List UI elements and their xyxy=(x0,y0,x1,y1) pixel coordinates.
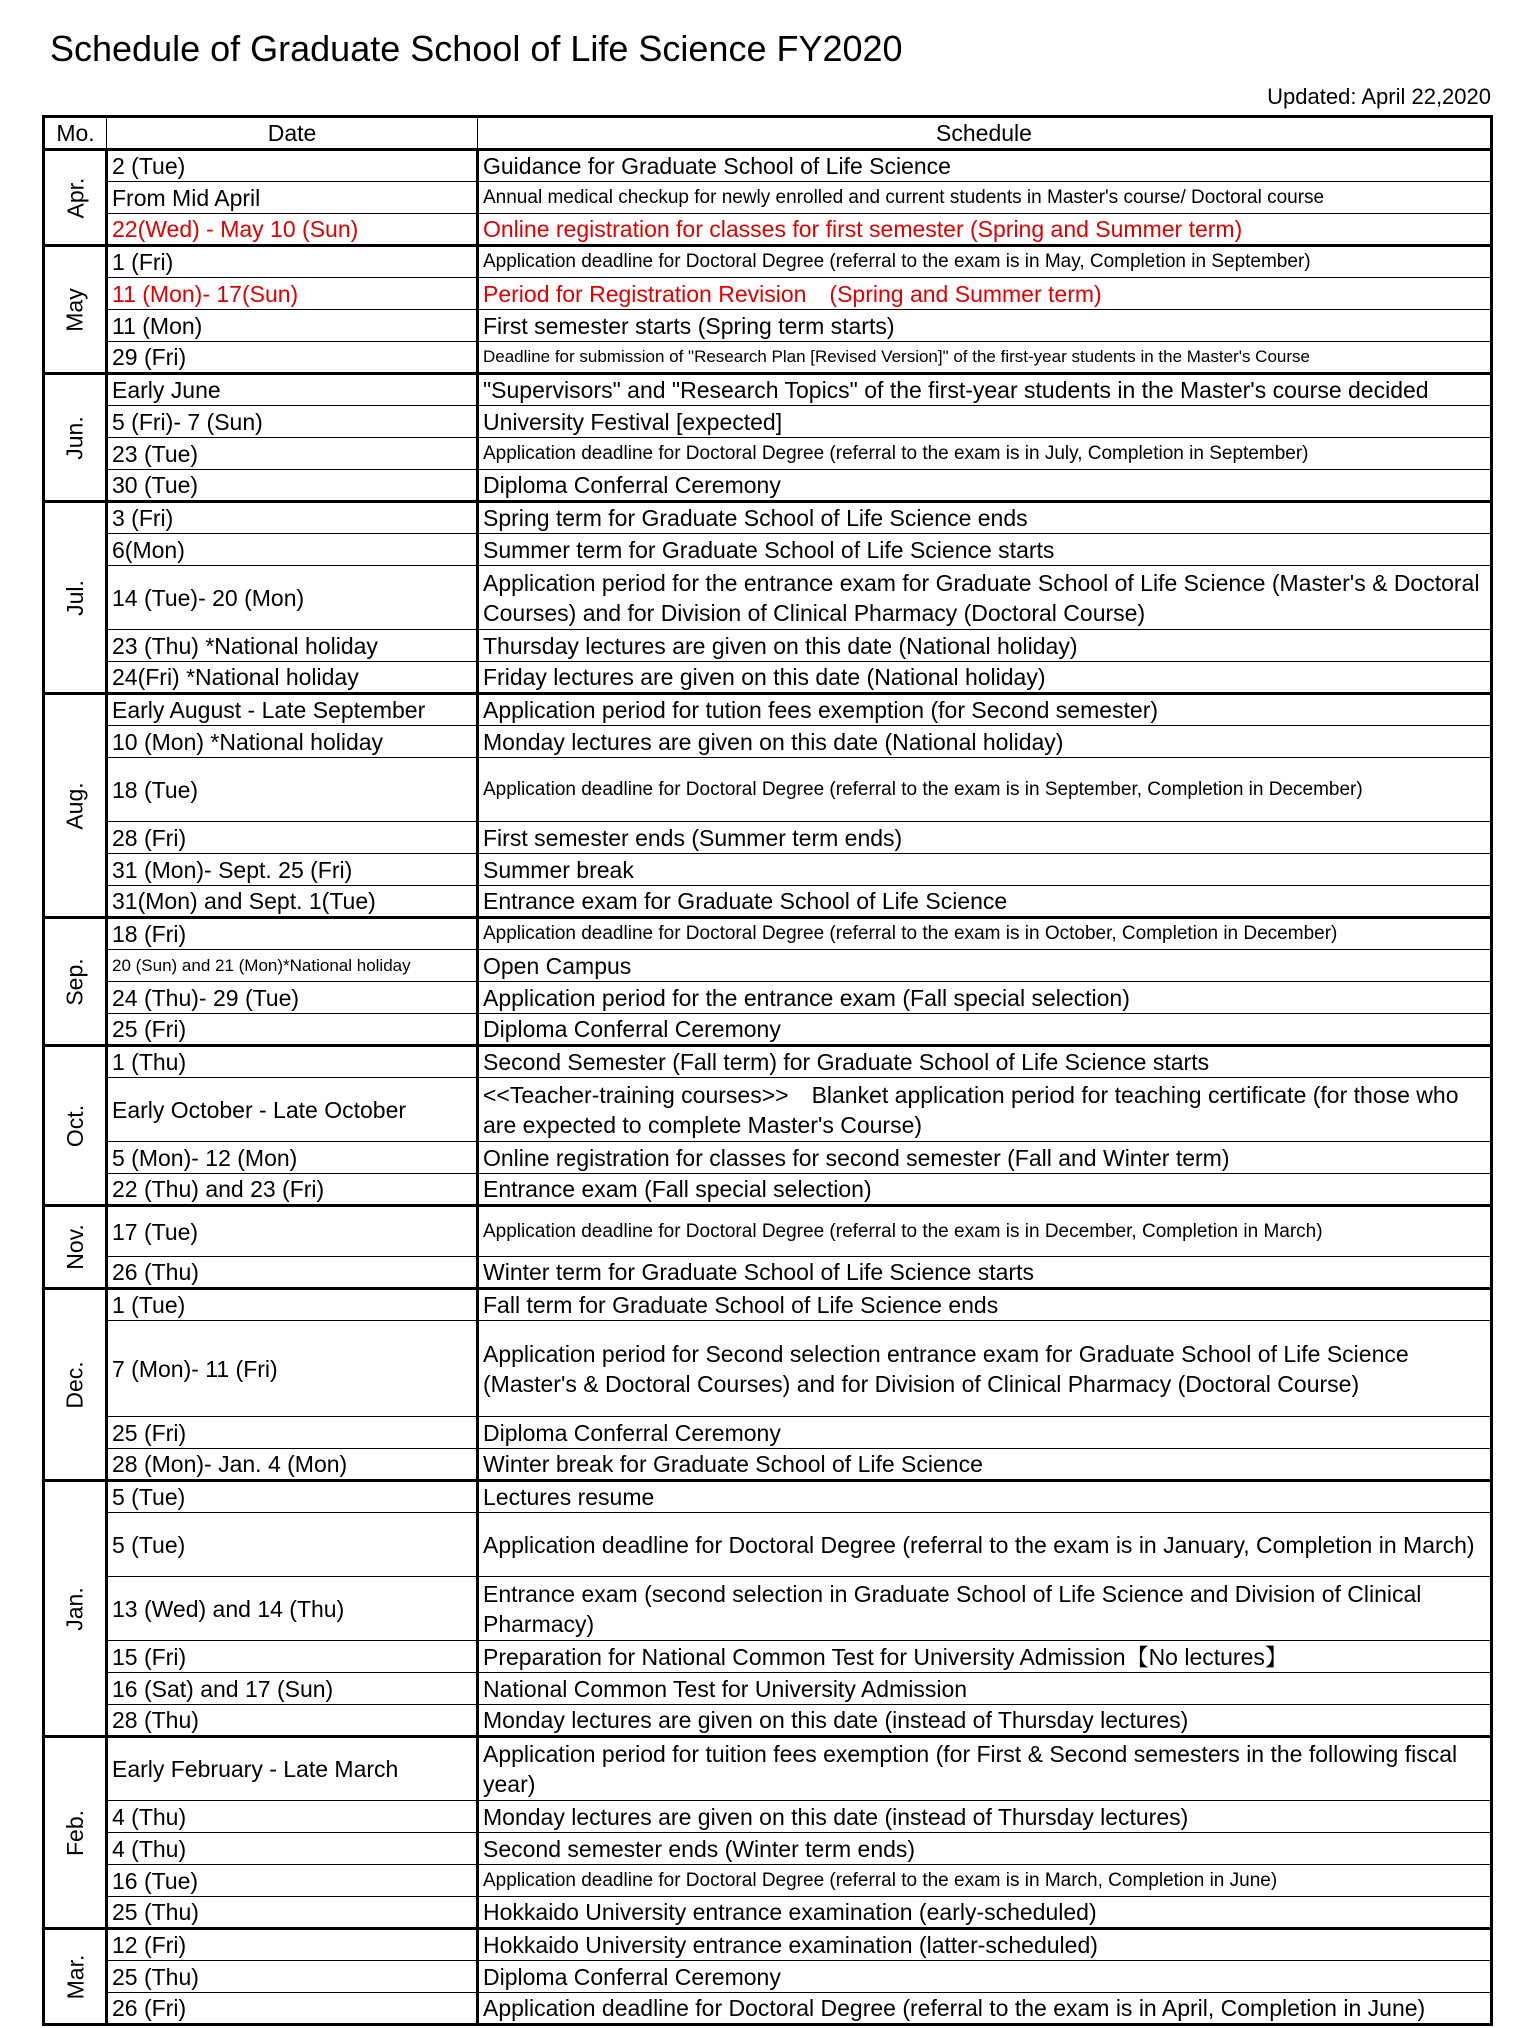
schedule-row xyxy=(44,758,1492,822)
schedule-row xyxy=(44,1865,1492,1897)
row-date: 18 (Tue) xyxy=(107,758,478,822)
row-date: 31 (Mon)- Sept. 25 (Fri) xyxy=(107,854,478,886)
row-date: 28 (Thu) xyxy=(107,1705,478,1737)
header-date: Date xyxy=(107,117,478,150)
row-date: 2 (Tue) xyxy=(107,150,478,182)
month-label-text: Feb. xyxy=(62,1809,88,1856)
row-date: Early June xyxy=(107,374,478,406)
schedule-row xyxy=(44,726,1492,758)
schedule-row xyxy=(44,1577,1492,1641)
month-label-text: Aug. xyxy=(61,781,88,830)
row-event: Application period for tution fees exemption (for Second semester) xyxy=(478,694,1492,726)
schedule-row xyxy=(44,1321,1492,1417)
row-date: Early February - Late March xyxy=(107,1737,478,1801)
schedule-row xyxy=(44,1206,1492,1257)
row-event: Annual medical checkup for newly enrolled and current students in Master's course/ Doctoral course xyxy=(478,182,1492,214)
month-label-text: Mar. xyxy=(61,1954,88,1999)
schedule-row xyxy=(44,1705,1492,1737)
row-date: 30 (Tue) xyxy=(107,470,478,502)
row-event: Fall term for Graduate School of Life Science ends xyxy=(478,1289,1492,1321)
row-event: Application period for tuition fees exemption (for First & Second semesters in the following fiscal year) xyxy=(478,1737,1492,1801)
schedule-row xyxy=(44,566,1492,630)
schedule-row xyxy=(44,1142,1492,1174)
row-date: 11 (Mon)- 17(Sun) xyxy=(107,278,478,310)
schedule-row xyxy=(44,278,1492,310)
row-date: 7 (Mon)- 11 (Fri) xyxy=(107,1321,478,1417)
updated-date: Updated: April 22,2020 xyxy=(1267,84,1491,109)
row-event: Application deadline for Doctoral Degree (referral to the exam is in April, Completion in June) xyxy=(478,1993,1492,2025)
row-event: "Supervisors" and "Research Topics" of the first-year students in the Master's course decided xyxy=(478,374,1492,406)
schedule-row xyxy=(44,886,1492,918)
row-date: 29 (Fri) xyxy=(107,342,478,374)
row-event: Guidance for Graduate School of Life Science xyxy=(478,150,1492,182)
row-event: First semester ends (Summer term ends) xyxy=(478,822,1492,854)
schedule-row xyxy=(44,662,1492,694)
schedule-row xyxy=(44,918,1492,950)
schedule-row xyxy=(44,854,1492,886)
row-date: 25 (Fri) xyxy=(107,1014,478,1046)
schedule-row xyxy=(44,822,1492,854)
schedule-row xyxy=(44,1014,1492,1046)
row-event: Thursday lectures are given on this date (National holiday) xyxy=(478,630,1492,662)
schedule-row xyxy=(44,1046,1492,1078)
row-date: 31(Mon) and Sept. 1(Tue) xyxy=(107,886,478,918)
row-event: Summer break xyxy=(478,854,1492,886)
row-event: Monday lectures are given on this date (instead of Thursday lectures) xyxy=(478,1801,1492,1833)
page-title: Schedule of Graduate School of Life Science FY2020 xyxy=(50,28,903,69)
row-date: 25 (Thu) xyxy=(107,1897,478,1929)
month-label-text: Sep. xyxy=(61,957,88,1006)
schedule-row xyxy=(44,950,1492,982)
row-event: National Common Test for University Admission xyxy=(478,1673,1492,1705)
row-date: 24 (Thu)- 29 (Tue) xyxy=(107,982,478,1014)
schedule-row xyxy=(44,1641,1492,1673)
schedule-row xyxy=(44,310,1492,342)
row-event: Open Campus xyxy=(478,950,1492,982)
row-date: 13 (Wed) and 14 (Thu) xyxy=(107,1577,478,1641)
row-event: Preparation for National Common Test for University Admission【No lectures】 xyxy=(478,1641,1492,1673)
row-event: Entrance exam for Graduate School of Life Science xyxy=(478,886,1492,918)
schedule-row xyxy=(44,1993,1492,2025)
month-label xyxy=(44,1737,107,1929)
row-date: 3 (Fri) xyxy=(107,502,478,534)
schedule-table xyxy=(42,115,1493,2026)
row-event: Application deadline for Doctoral Degree (referral to the exam is in March, Completion in June) xyxy=(478,1865,1492,1897)
row-event: Hokkaido University entrance examination (latter-scheduled) xyxy=(478,1929,1492,1961)
row-event: Winter break for Graduate School of Life Science xyxy=(478,1449,1492,1481)
month-label-text: Apr. xyxy=(61,177,88,218)
row-event: Application period for the entrance exam (Fall special selection) xyxy=(478,982,1492,1014)
header-month: Mo. xyxy=(44,117,107,150)
row-event: Hokkaido University entrance examination (early-scheduled) xyxy=(478,1897,1492,1929)
schedule-row xyxy=(44,214,1492,246)
row-event: Online registration for classes for first semester (Spring and Summer term) xyxy=(478,214,1492,246)
month-label-text: Dec. xyxy=(61,1360,88,1409)
schedule-row xyxy=(44,1897,1492,1929)
schedule-row xyxy=(44,630,1492,662)
row-event: Entrance exam (second selection in Graduate School of Life Science and Division of Clinical Pharmacy) xyxy=(478,1577,1492,1641)
row-event: Application deadline for Doctoral Degree (referral to the exam is in May, Completion in September) xyxy=(478,246,1492,278)
row-date: 17 (Tue) xyxy=(107,1206,478,1257)
row-date: 5 (Tue) xyxy=(107,1481,478,1513)
row-date: 4 (Thu) xyxy=(107,1801,478,1833)
month-label-text: Jul. xyxy=(61,579,88,616)
header-row xyxy=(44,117,1492,150)
schedule-row xyxy=(44,374,1492,406)
row-event: Monday lectures are given on this date (National holiday) xyxy=(478,726,1492,758)
row-event: Friday lectures are given on this date (National holiday) xyxy=(478,662,1492,694)
row-event: Entrance exam (Fall special selection) xyxy=(478,1174,1492,1206)
row-event: Application deadline for Doctoral Degree (referral to the exam is in January, Completion in March) xyxy=(478,1513,1492,1577)
month-label-text: Jun. xyxy=(61,415,88,460)
schedule-row xyxy=(44,246,1492,278)
row-date: 23 (Tue) xyxy=(107,438,478,470)
row-event: <<Teacher-training courses>> Blanket application period for teaching certificate (for those who are expected to complete Master's Course) xyxy=(478,1078,1492,1142)
schedule-row xyxy=(44,470,1492,502)
schedule-row xyxy=(44,1929,1492,1961)
month-label xyxy=(44,918,107,1046)
row-date: 12 (Fri) xyxy=(107,1929,478,1961)
month-label xyxy=(44,150,107,246)
row-date: From Mid April xyxy=(107,182,478,214)
row-event: Application period for Second selection entrance exam for Graduate School of Life Science (Master's & Doctoral Courses) and for Division of Clinical Pharmacy (Doctoral Course) xyxy=(478,1321,1492,1417)
schedule-row xyxy=(44,1257,1492,1289)
row-event: Monday lectures are given on this date (instead of Thursday lectures) xyxy=(478,1705,1492,1737)
row-date: 18 (Fri) xyxy=(107,918,478,950)
row-event: Application deadline for Doctoral Degree (referral to the exam is in December, Completion in March) xyxy=(478,1206,1492,1257)
row-event: Application period for the entrance exam for Graduate School of Life Science (Master's & Doctoral Courses) and for Division of Clinical Pharmacy (Doctoral Course) xyxy=(478,566,1492,630)
schedule-row xyxy=(44,982,1492,1014)
row-date: 28 (Mon)- Jan. 4 (Mon) xyxy=(107,1449,478,1481)
row-event: Online registration for classes for second semester (Fall and Winter term) xyxy=(478,1142,1492,1174)
month-label-text: Oct. xyxy=(61,1104,88,1147)
row-date: 16 (Sat) and 17 (Sun) xyxy=(107,1673,478,1705)
schedule-row xyxy=(44,1513,1492,1577)
row-date: 26 (Thu) xyxy=(107,1257,478,1289)
row-date: 5 (Fri)- 7 (Sun) xyxy=(107,406,478,438)
row-event: Spring term for Graduate School of Life Science ends xyxy=(478,502,1492,534)
row-event: Summer term for Graduate School of Life Science starts xyxy=(478,534,1492,566)
schedule-row xyxy=(44,150,1492,182)
month-label xyxy=(44,374,107,502)
row-date: 11 (Mon) xyxy=(107,310,478,342)
month-label xyxy=(44,694,107,918)
row-date: 25 (Thu) xyxy=(107,1961,478,1993)
row-date: 1 (Thu) xyxy=(107,1046,478,1078)
row-date: 1 (Tue) xyxy=(107,1289,478,1321)
header-schedule: Schedule xyxy=(478,117,1492,150)
month-label xyxy=(44,1206,107,1289)
month-label xyxy=(44,1929,107,2025)
schedule-row xyxy=(44,1449,1492,1481)
row-event: Period for Registration Revision (Spring and Summer term) xyxy=(478,278,1492,310)
month-label-text: Nov. xyxy=(62,1224,88,1270)
row-date: 28 (Fri) xyxy=(107,822,478,854)
row-event: University Festival [expected] xyxy=(478,406,1492,438)
row-date: 26 (Fri) xyxy=(107,1993,478,2025)
row-date: 5 (Tue) xyxy=(107,1513,478,1577)
row-event: Diploma Conferral Ceremony xyxy=(478,1961,1492,1993)
row-date: Early October - Late October xyxy=(107,1078,478,1142)
month-label-text: Jan. xyxy=(61,1586,88,1631)
row-date: 5 (Mon)- 12 (Mon) xyxy=(107,1142,478,1174)
schedule-row xyxy=(44,1801,1492,1833)
row-event: Second Semester (Fall term) for Graduate School of Life Science starts xyxy=(478,1046,1492,1078)
schedule-row xyxy=(44,438,1492,470)
row-date: 23 (Thu) *National holiday xyxy=(107,630,478,662)
schedule-row xyxy=(44,1174,1492,1206)
row-event: Deadline for submission of "Research Plan [Revised Version]" of the first-year students in the Master's Course xyxy=(478,342,1492,374)
row-event: Diploma Conferral Ceremony xyxy=(478,1014,1492,1046)
row-event: Winter term for Graduate School of Life Science starts xyxy=(478,1257,1492,1289)
row-date: 24(Fri) *National holiday xyxy=(107,662,478,694)
row-date: 22 (Thu) and 23 (Fri) xyxy=(107,1174,478,1206)
row-date: 10 (Mon) *National holiday xyxy=(107,726,478,758)
month-label xyxy=(44,1289,107,1481)
month-label xyxy=(44,1481,107,1737)
schedule-row xyxy=(44,1737,1492,1801)
row-date: 6(Mon) xyxy=(107,534,478,566)
row-event: Application deadline for Doctoral Degree (referral to the exam is in October, Completion in December) xyxy=(478,918,1492,950)
row-date: 16 (Tue) xyxy=(107,1865,478,1897)
row-event: First semester starts (Spring term starts) xyxy=(478,310,1492,342)
schedule-row xyxy=(44,1833,1492,1865)
row-date: 20 (Sun) and 21 (Mon)*National holiday xyxy=(107,950,478,982)
schedule-row xyxy=(44,1078,1492,1142)
month-label xyxy=(44,1046,107,1206)
row-date: 15 (Fri) xyxy=(107,1641,478,1673)
schedule-row xyxy=(44,502,1492,534)
schedule-row xyxy=(44,1289,1492,1321)
month-label xyxy=(44,246,107,374)
row-event: Application deadline for Doctoral Degree (referral to the exam is in September, Completion in December) xyxy=(478,758,1492,822)
schedule-row xyxy=(44,1481,1492,1513)
row-date: 14 (Tue)- 20 (Mon) xyxy=(107,566,478,630)
row-date: 1 (Fri) xyxy=(107,246,478,278)
month-label-text: May xyxy=(61,287,88,332)
schedule-row xyxy=(44,1417,1492,1449)
schedule-row xyxy=(44,694,1492,726)
row-event: Diploma Conferral Ceremony xyxy=(478,470,1492,502)
row-event: Second semester ends (Winter term ends) xyxy=(478,1833,1492,1865)
row-date: Early August - Late September xyxy=(107,694,478,726)
month-label xyxy=(44,502,107,694)
row-event: Lectures resume xyxy=(478,1481,1492,1513)
schedule-row xyxy=(44,1673,1492,1705)
row-date: 4 (Thu) xyxy=(107,1833,478,1865)
schedule-row xyxy=(44,342,1492,374)
row-date: 25 (Fri) xyxy=(107,1417,478,1449)
schedule-row xyxy=(44,1961,1492,1993)
schedule-row xyxy=(44,182,1492,214)
schedule-row xyxy=(44,406,1492,438)
schedule-body xyxy=(44,150,1492,2025)
row-date: 22(Wed) - May 10 (Sun) xyxy=(107,214,478,246)
row-event: Diploma Conferral Ceremony xyxy=(478,1417,1492,1449)
schedule-row xyxy=(44,534,1492,566)
row-event: Application deadline for Doctoral Degree (referral to the exam is in July, Completion in September) xyxy=(478,438,1492,470)
